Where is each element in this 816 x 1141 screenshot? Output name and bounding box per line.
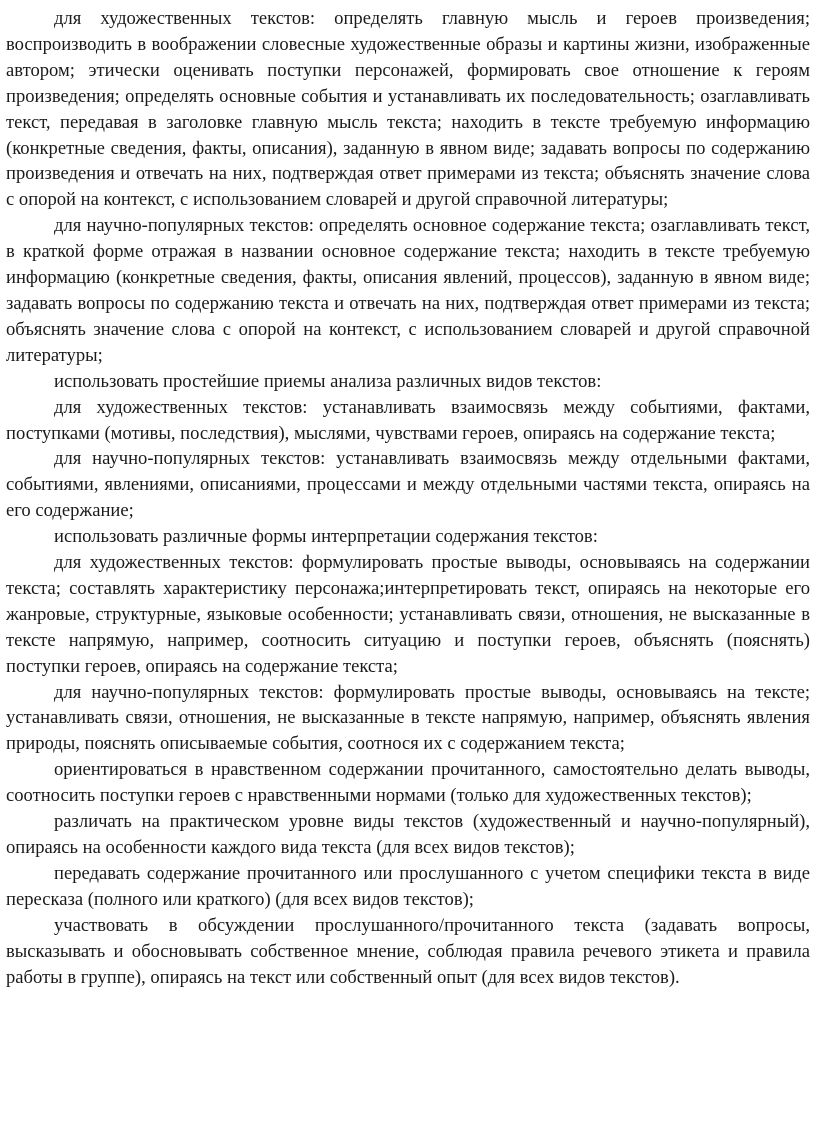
paragraph-discussion: участвовать в обсуждении прослушанного/прочитанного текста (задавать вопросы, высказывать и обосновывать собственное мнение, соблюдая правила речевого этикета и правила работы в группе), опираясь на текст или собственный опыт (для всех видов текстов). bbox=[6, 914, 810, 988]
paragraph-interpretation-popular-science: для научно-популярных текстов: формулировать простые выводы, основываясь на тексте; устанавливать связи, отношения, не высказанные в тексте напрямую, например, объяснять явления природы, пояснять описываемые события, соотнося их с содержанием текста; bbox=[6, 681, 810, 755]
paragraph-analysis-fiction: для художественных текстов: устанавливать взаимосвязь между событиями, фактами, поступками (мотивы, последствия), мыслями, чувствами героев, опираясь на содержание текста; bbox=[6, 396, 810, 444]
paragraph-analysis-popular-science: для научно-популярных текстов: устанавливать взаимосвязь между отдельными фактами, событиями, явлениями, описаниями, процессами и между отдельными частями текста, опираясь на его содержание; bbox=[6, 448, 810, 522]
paragraph-analysis-techniques: использовать простейшие приемы анализа различных видов текстов: bbox=[54, 370, 602, 392]
paragraph-moral-content: ориентироваться в нравственном содержании прочитанного, самостоятельно делать выводы, соотносить поступки героев с нравственными нормами (только для художественных текстов); bbox=[6, 759, 810, 807]
paragraph-interpretation-forms: использовать различные формы интерпретации содержания текстов: bbox=[54, 526, 598, 548]
paragraph-text-types: различать на практическом уровне виды текстов (художественный и научно-популярный), опираясь на особенности каждого вида текста (для всех видов текстов); bbox=[6, 811, 810, 858]
paragraph-popular-science-texts: для научно-популярных текстов: определять основное содержание текста; озаглавливать текст, в краткой форме отражая в названии основное содержание текста; находить в тексте требуемую информацию (конкретные сведения, факты, описания явлений, процессов), заданную в явном виде; задавать вопросы по содержанию текста и отвечать на них, подтверждая ответ примерами из текста; объяснять значение слова с опорой на контекст, с использованием словарей и другой справочной литературы; bbox=[6, 215, 810, 366]
paragraph-retelling: передавать содержание прочитанного или прослушанного с учетом специфики текста в виде пересказа (полного или краткого) (для всех видов текстов); bbox=[6, 862, 810, 910]
paragraph-fiction-texts: для художественных текстов: определять главную мысль и героев произведения; воспроизводить в воображении словесные художественные образы и картины жизни, изображенные автором; этически оценивать поступки персонажей, формировать свое отношение к героям произведения; определять основные события и устанавливать их последовательность; озаглавливать текст, передавая в заголовке главную мысль текста; находить в тексте требуемую информацию (конкретные сведения, факты, описания), заданную в явном виде; задавать вопросы по содержанию произведения и отвечать на них, подтверждая ответ примерами из текста; объяснять значение слова с опорой на контекст, с использованием словарей и другой справочной литературы; bbox=[6, 8, 810, 211]
paragraph-interpretation-fiction: для художественных текстов: формулировать простые выводы, основываясь на содержании текста; составлять характеристику персонажа;интерпретировать текст, опираясь на некоторые его жанровые, структурные, языковые особенности; устанавливать связи, отношения, не высказанные в тексте напрямую, например, соотносить ситуацию и поступки героев, объяснять (пояснять) поступки героев, опираясь на содержание текста; bbox=[6, 552, 810, 677]
